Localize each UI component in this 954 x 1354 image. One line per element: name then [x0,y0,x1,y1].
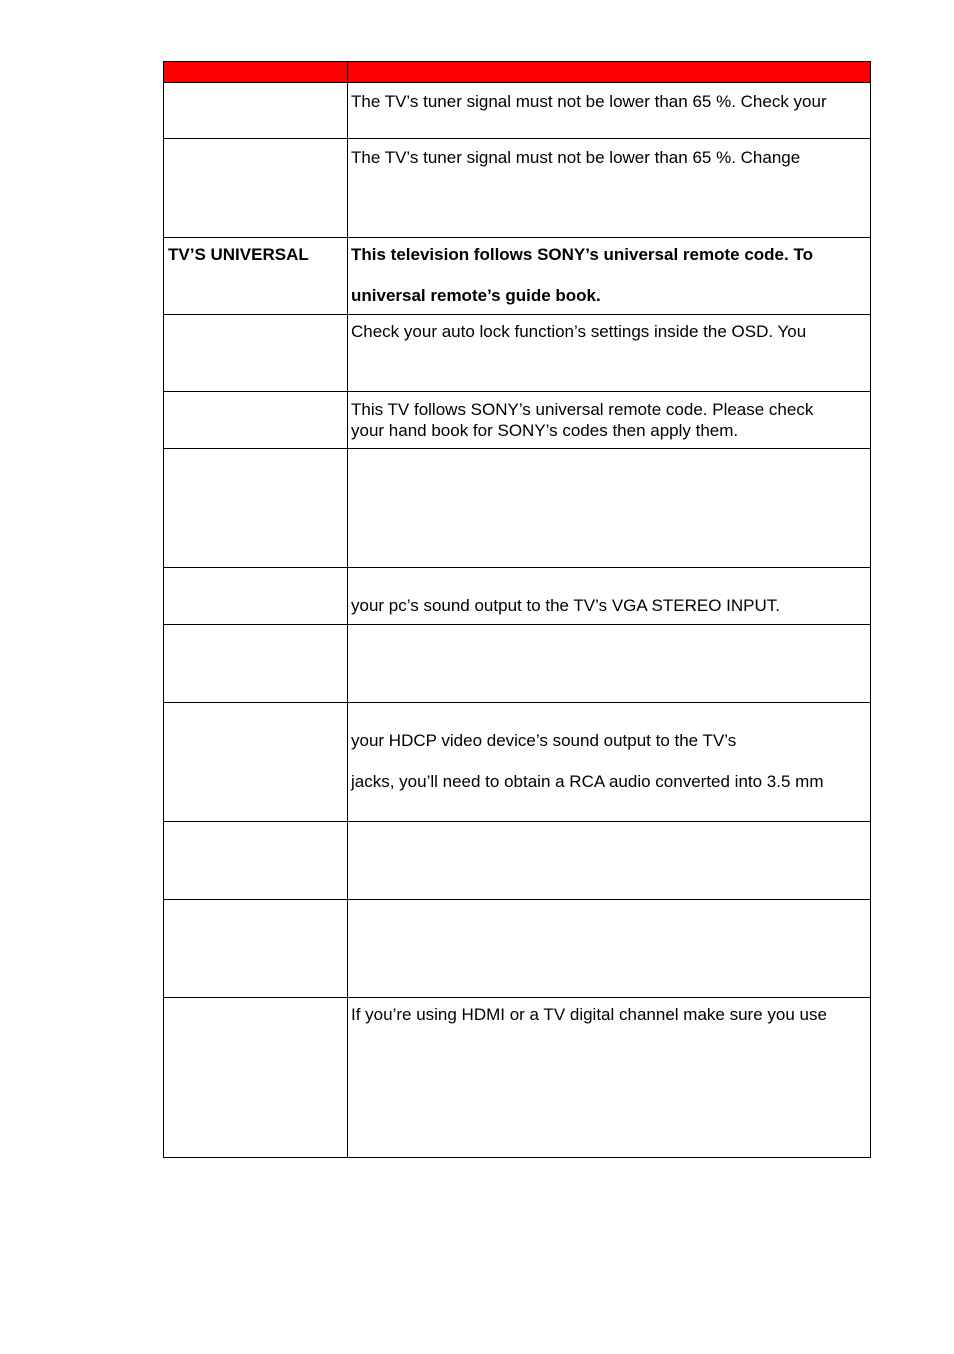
problem-cell [164,449,348,568]
table-row [164,998,871,1158]
solution-cell [348,998,871,1158]
solution-line: universal remote’s guide book. [351,286,601,306]
table-row [164,392,871,449]
solution-cell [348,449,871,568]
table-row [164,315,871,392]
problem-cell [164,392,348,449]
solution-cell [348,822,871,900]
table-row [164,625,871,703]
header-cell-problem [164,62,348,83]
problem-cell [164,568,348,625]
solution-line: Check your auto lock function’s settings inside the OSD. You [351,322,807,341]
table-row [164,568,871,625]
solution-line: your pc’s sound output to the TV’s VGA STEREO INPUT. [351,596,780,615]
solution-line: jacks, you’ll need to obtain a RCA audio converted into 3.5 mm [351,772,824,792]
problem-cell [164,238,348,315]
problem-cell [164,703,348,822]
table-row [164,822,871,900]
solution-cell [348,83,871,139]
table-row [164,900,871,998]
problem-cell [164,900,348,998]
solution-cell [348,139,871,238]
solution-cell [348,625,871,703]
troubleshooting-table [163,61,871,1158]
problem-cell [164,998,348,1158]
solution-cell [348,568,871,625]
solution-line: your HDCP video device’s sound output to the TV’s [351,731,737,750]
solution-line: This TV follows SONY’s universal remote code. Please check [351,400,814,419]
solution-cell [348,900,871,998]
solution-cell [348,315,871,392]
table-row [164,703,871,822]
solution-line: The TV’s tuner signal must not be lower than 65 %. Change [351,148,801,167]
problem-cell [164,822,348,900]
problem-cell [164,315,348,392]
table-row [164,449,871,568]
solution-line: The TV’s tuner signal must not be lower than 65 %. Check your [351,92,827,111]
problem-cell [164,625,348,703]
table-header-row [164,62,871,83]
problem-cell [164,83,348,139]
solution-line: your hand book for SONY’s codes then apply them. [351,421,739,441]
solution-cell [348,392,871,449]
problem-cell [164,139,348,238]
solution-cell [348,238,871,315]
problem-label: TV’S UNIVERSAL [168,245,309,264]
solution-line: This television follows SONY’s universal remote code. To [351,245,813,264]
table-row [164,139,871,238]
table-row [164,83,871,139]
solution-cell [348,703,871,822]
solution-line: If you’re using HDMI or a TV digital channel make sure you use [351,1005,827,1024]
table-row [164,238,871,315]
header-cell-solution [348,62,871,83]
